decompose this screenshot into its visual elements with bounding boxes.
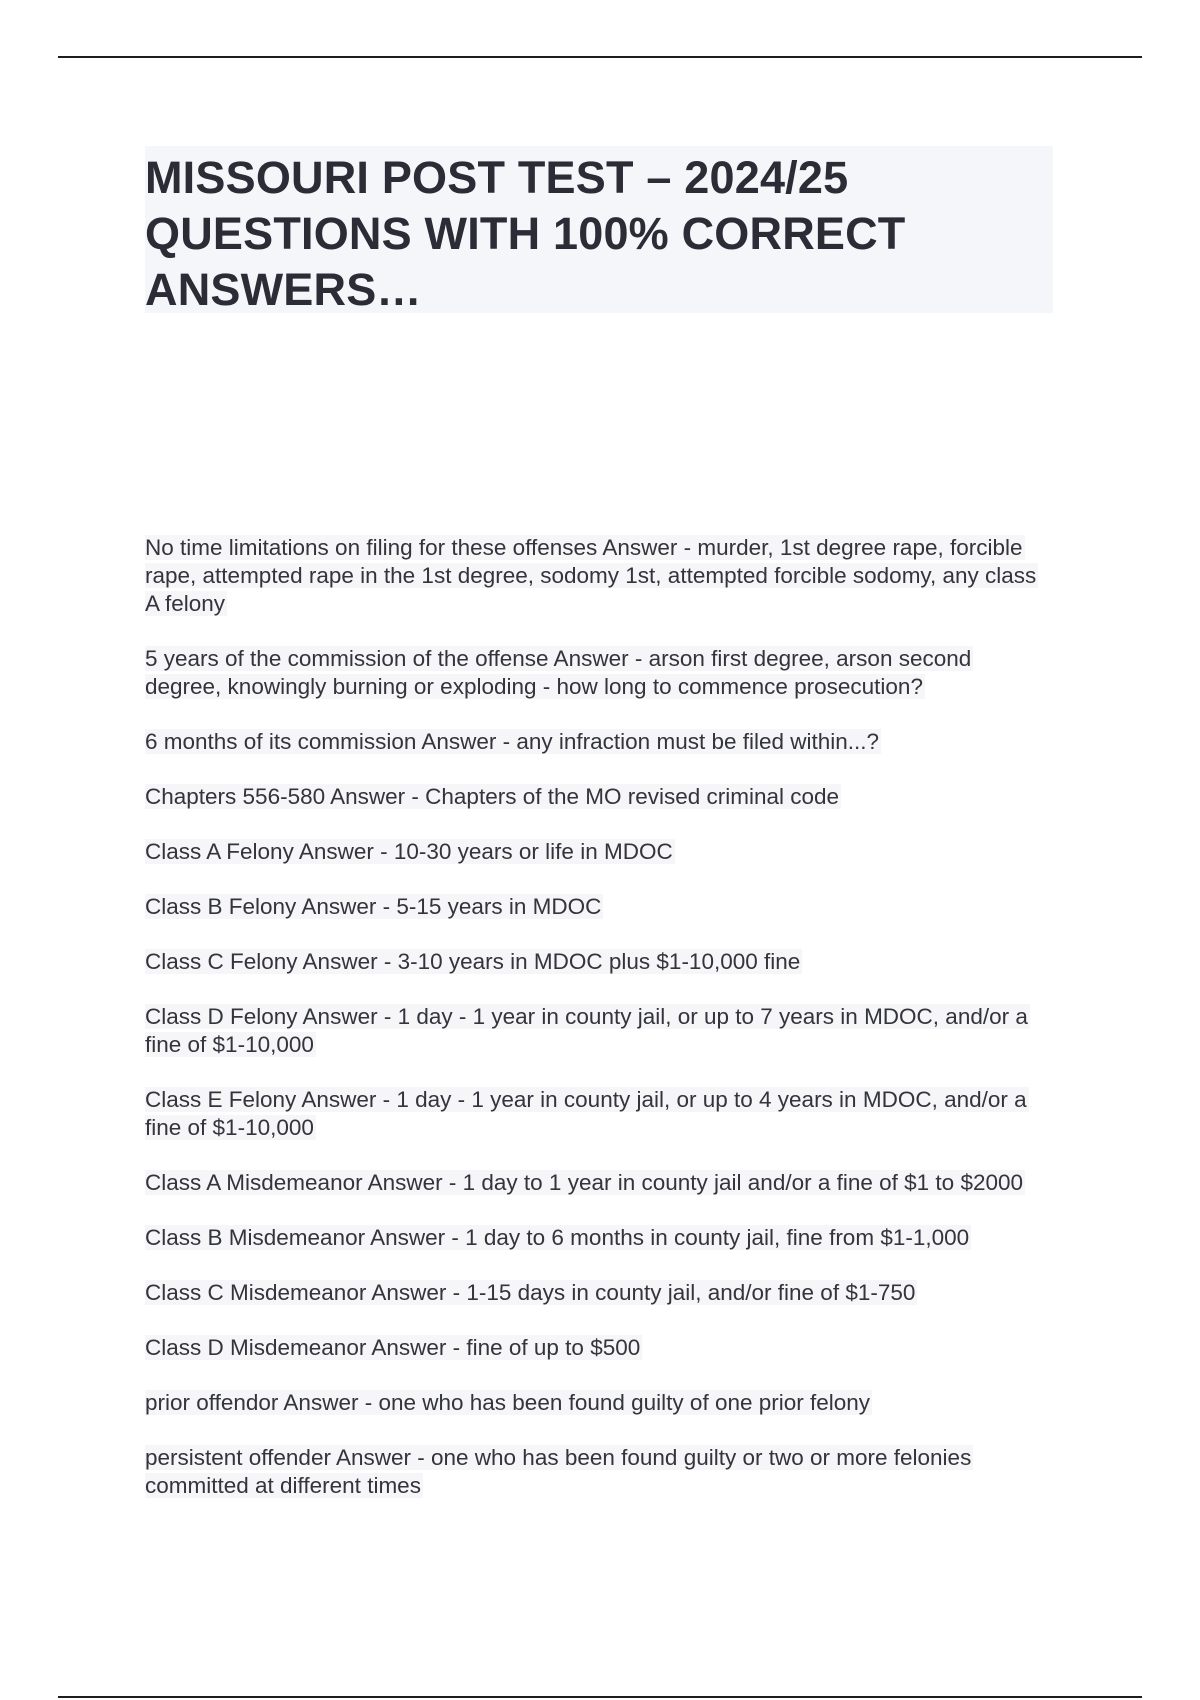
qa-text: Chapters 556-580 Answer - Chapters of the MO revised criminal code <box>145 784 840 809</box>
qa-item <box>145 1389 1045 1417</box>
qa-text: Class B Felony Answer - 5-15 years in MDOC <box>145 894 602 919</box>
qa-item <box>145 645 1045 701</box>
qa-text: Class B Misdemeanor Answer - 1 day to 6 months in county jail, fine from $1-1,000 <box>145 1225 970 1250</box>
qa-text: Class D Felony Answer - 1 day - 1 year in county jail, or up to 7 years in MDOC, and/or a fine of $1-10,000 <box>145 1004 1028 1057</box>
qa-item <box>145 1444 1045 1500</box>
document-title: MISSOURI POST TEST – 2024/25 QUESTIONS WITH 100% CORRECT ANSWERS… <box>145 152 906 315</box>
qa-item <box>145 893 1045 921</box>
qa-text: Class E Felony Answer - 1 day - 1 year in county jail, or up to 4 years in MDOC, and/or a fine of $1-10,000 <box>145 1087 1027 1140</box>
qa-item <box>145 1224 1045 1252</box>
qa-text: No time limitations on filing for these offenses Answer - murder, 1st degree rape, forcible rape, attempted rape in the 1st degree, sodomy 1st, attempted forcible sodomy, any class A felony <box>145 535 1037 616</box>
qa-item <box>145 1086 1045 1142</box>
qa-item <box>145 534 1045 618</box>
title-block <box>145 146 1053 313</box>
qa-text: prior offendor Answer - one who has been found guilty of one prior felony <box>145 1390 871 1415</box>
qa-item <box>145 838 1045 866</box>
qa-text: persistent offender Answer - one who has been found guilty or two or more felonies committed at different times <box>145 1445 972 1498</box>
qa-item <box>145 1334 1045 1362</box>
qa-item <box>145 1279 1045 1307</box>
qa-item <box>145 728 1045 756</box>
qa-text: 6 months of its commission Answer - any infraction must be filed within...? <box>145 729 880 754</box>
qa-text: 5 years of the commission of the offense Answer - arson first degree, arson second degree, knowingly burning or exploding - how long to commence prosecution? <box>145 646 972 699</box>
qa-item <box>145 1003 1045 1059</box>
qa-text: Class A Misdemeanor Answer - 1 day to 1 year in county jail and/or a fine of $1 to $2000 <box>145 1170 1024 1195</box>
qa-item <box>145 1169 1045 1197</box>
bottom-rule <box>58 1696 1142 1698</box>
qa-list <box>145 534 1045 1527</box>
qa-item <box>145 783 1045 811</box>
qa-text: Class C Misdemeanor Answer - 1-15 days in county jail, and/or fine of $1-750 <box>145 1280 916 1305</box>
top-rule <box>58 56 1142 58</box>
qa-text: Class A Felony Answer - 10-30 years or life in MDOC <box>145 839 673 864</box>
qa-item <box>145 948 1045 976</box>
qa-text: Class D Misdemeanor Answer - fine of up to $500 <box>145 1335 641 1360</box>
qa-text: Class C Felony Answer - 3-10 years in MDOC plus $1-10,000 fine <box>145 949 801 974</box>
